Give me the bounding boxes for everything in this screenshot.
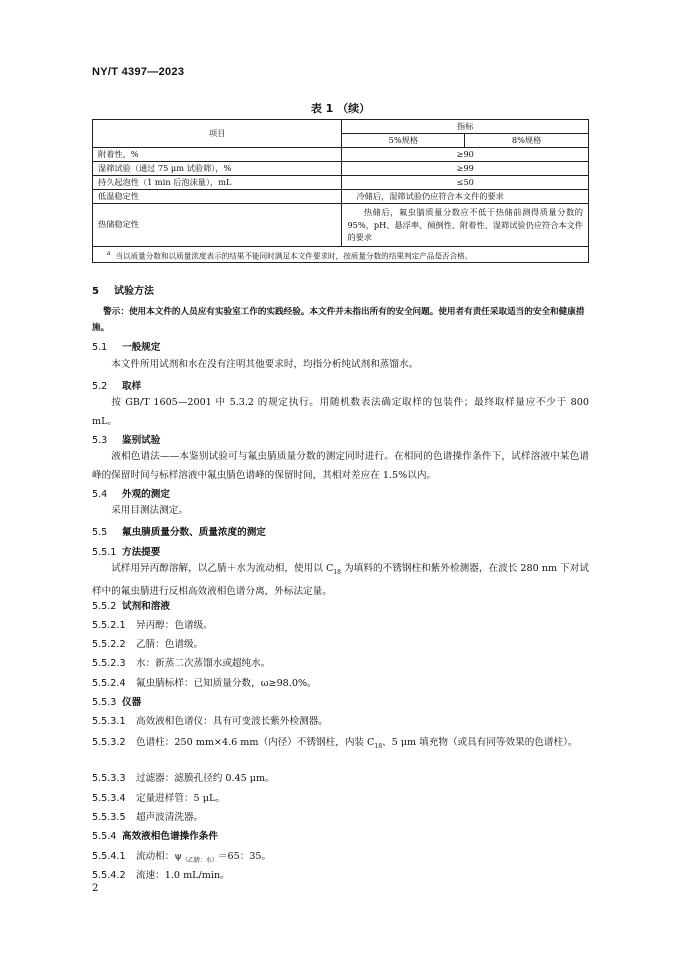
- header-index: 指标: [342, 120, 589, 134]
- heading-5-3: 5.3 鉴别试验: [92, 435, 161, 446]
- item-5-5-3-5: 5.5.3.5 超声波清洗器。: [92, 812, 204, 823]
- item-5-5-2-3: 5.5.2.3 水：新蒸二次蒸馏水或超纯水。: [92, 658, 271, 669]
- header-col-8pct: 8%规格: [465, 134, 589, 148]
- table-footnote: [93, 246, 589, 263]
- row-value: 热储后，氟虫腈质量分数应不低于热储前测得质量分数的95%，pH、悬浮率、倾倒性、附着性、湿筛试验仍应符合本文件的要求: [342, 204, 589, 247]
- table-row: [93, 176, 589, 190]
- heading-5-1: 5.1 一般规定: [92, 342, 161, 353]
- item-5-5-2-1: 5.5.2.1 异丙醇：色谱级。: [92, 620, 213, 631]
- heading-5-5-4: 5.5.4 高效液相色谱操作条件: [92, 831, 218, 842]
- table-row: [93, 190, 589, 204]
- header-col-5pct: 5%规格: [342, 134, 465, 148]
- heading-5-5-2: 5.5.2 试剂和溶液: [92, 601, 170, 612]
- footnote-mark: a: [107, 249, 111, 257]
- para-5-2: 按 GB/T 1605—2001 中 5.3.2 的规定执行。用随机数表法确定取样的包装件；最终取样量应不少于 800 mL。: [92, 397, 589, 427]
- row-item: 热储稳定性: [93, 204, 342, 247]
- row-value: ≥99: [342, 162, 589, 176]
- para-5-4: 采用目测法测定。: [111, 505, 188, 516]
- header-item: 项目: [93, 120, 342, 148]
- table-row: [93, 162, 589, 176]
- heading-5-2: 5.2 取样: [92, 381, 142, 392]
- item-5-5-3-2: 5.5.3.2 色谱柱：250 mm×4.6 mm（内径）不锈钢柱，内装 $C_{18}$、5 μm 填充物（或具有同等效果的色谱柱）。: [92, 737, 578, 750]
- row-item: 附着性，%: [93, 148, 342, 162]
- item-5-5-4-2: 5.5.4.2 流速：1.0 mL/min。: [92, 870, 230, 881]
- heading-5-5: 5.5 氟虫腈质量分数、质量浓度的测定: [92, 527, 266, 538]
- page-number: 2: [92, 883, 99, 894]
- footnote-text: 当以质量分数和以质量浓度表示的结果不能同时满足本文件要求时，按质量分数的结果判定产品是否合格。: [115, 251, 473, 261]
- row-value: ≥90: [342, 148, 589, 162]
- row-item: 持久起泡性（1 min 后泡沫量），mL: [93, 176, 342, 190]
- item-5-5-2-2: 5.5.2.2 乙腈：色谱级。: [92, 639, 204, 650]
- warning-note: 警示：使用本文件的人员应有实验室工作的实践经验。本文件并未指出所有的安全问题。使用者有责任采取适当的安全和健康措施。: [92, 307, 585, 333]
- spec-table: [92, 119, 589, 263]
- row-item: 湿筛试验（通过 75 μm 试验筛），%: [93, 162, 342, 176]
- table-row: [93, 148, 589, 162]
- table-header-row: [93, 120, 589, 134]
- heading-5-4: 5.4 外观的测定: [92, 489, 170, 500]
- item-5-5-3-1: 5.5.3.1 高效液相色谱仪：具有可变波长紫外检测器。: [92, 716, 328, 727]
- standard-code: NY/T 4397—2023: [92, 66, 185, 78]
- item-5-5-2-4: 5.5.2.4 氟虫腈标样：已知质量分数，ω≥98.0%。: [92, 678, 317, 689]
- item-5-5-3-3: 5.5.3.3 过滤器：滤膜孔径约 0.45 μm。: [92, 773, 275, 784]
- para-5-5-1: 试样用异丙醇溶解，以乙腈＋水为流动相，使用以 $C_{18}$ 为填料的不锈钢柱和紫外检测器，在波长 280 nm 下对试样中的氟虫腈进行反相高效液相色谱分离，外标法定量。: [92, 563, 589, 597]
- section-number: 5: [92, 286, 99, 297]
- section-5-heading: [92, 282, 154, 297]
- item-5-5-3-4: 5.5.3.4 定量进样管：5 μL。: [92, 793, 225, 804]
- heading-5-5-3: 5.5.3 仪器: [92, 697, 142, 708]
- table-footnote-row: [93, 246, 589, 263]
- section-title: 试验方法: [114, 286, 154, 297]
- para-5-1: 本文件所用试剂和水在没有注明其他要求时，均指分析纯试剂和蒸馏水。: [111, 359, 419, 370]
- row-value: ≤50: [342, 176, 589, 190]
- row-item: 低温稳定性: [93, 190, 342, 204]
- item-5-5-4-1: 5.5.4.1 流动相：$\psi_{(乙腈:水)}=65$：35。: [92, 851, 272, 864]
- heading-5-5-1: 5.5.1 方法提要: [92, 547, 161, 558]
- para-5-3: 液相色谱法——本鉴别试验可与氟虫腈质量分数的测定同时进行。在相同的色谱操作条件下，试样溶液中某色谱峰的保留时间与标样溶液中氟虫腈色谱峰的保留时间，其相对差应在 1.5%以内。: [92, 451, 589, 481]
- table-title: 表 1 （续）: [310, 102, 371, 115]
- row-value: 冷储后，湿筛试验仍应符合本文件的要求: [342, 190, 589, 204]
- table-row: [93, 204, 589, 247]
